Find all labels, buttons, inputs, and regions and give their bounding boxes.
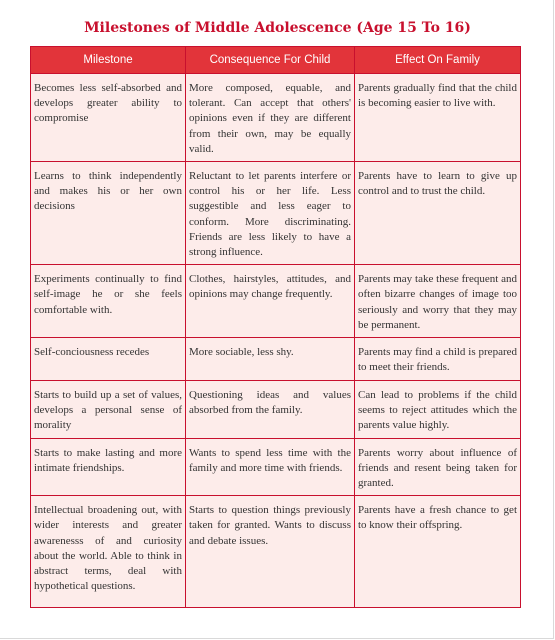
milestone-cell: Intellectual broadening out, with wider interests and greater awarenesss of and curiosity about the world. Able to think in abstract terms, deal with hypothetical questions. (31, 496, 186, 608)
header-consequence-for-child: Consequence For Child (186, 47, 355, 74)
milestone-cell: Starts to build up a set of values, develops a personal sense of morality (31, 381, 186, 439)
table-row (31, 438, 521, 496)
table-row (31, 381, 521, 439)
table-row (31, 74, 521, 162)
consequence-cell: Questioning ideas and values absorbed from the family. (186, 381, 355, 439)
table-row (31, 265, 521, 338)
milestones-table (30, 46, 521, 608)
effect-cell: Can lead to problems if the child seems to reject attitudes which the parents value highly. (355, 381, 521, 439)
effect-cell: Parents worry about influence of friends and resent being taken for granted. (355, 438, 521, 496)
effect-cell: Parents gradually find that the child is becoming easier to live with. (355, 74, 521, 162)
milestone-cell: Experiments continually to find self-image he or she feels comfortable with. (31, 265, 186, 338)
milestone-cell: Starts to make lasting and more intimate friendships. (31, 438, 186, 496)
milestone-cell: Becomes less self-absorbed and develops greater ability to compromise (31, 74, 186, 162)
table-row (31, 338, 521, 381)
table-header-row (31, 47, 521, 74)
consequence-cell: More sociable, less shy. (186, 338, 355, 381)
effect-cell: Parents may find a child is prepared to meet their friends. (355, 338, 521, 381)
effect-cell: Parents may take these frequent and often bizarre changes of image too seriously and worry that they may be permanent. (355, 265, 521, 338)
effect-cell: Parents have to learn to give up control and to trust the child. (355, 162, 521, 265)
header-effect-on-family: Effect On Family (355, 47, 521, 74)
table-row (31, 162, 521, 265)
consequence-cell: Wants to spend less time with the family and more time with friends. (186, 438, 355, 496)
consequence-cell: Starts to question things previously taken for granted. Wants to discuss and debate issues. (186, 496, 355, 608)
consequence-cell: Reluctant to let parents interfere or control his or her life. Less suggestible and less eager to conform. More discriminating. Friends are less likely to have a strong influence. (186, 162, 355, 265)
effect-cell: Parents have a fresh chance to get to know their offspring. (355, 496, 521, 608)
table-row (31, 496, 521, 608)
milestone-cell: Learns to think independently and makes his or her own decisions (31, 162, 186, 265)
page-title: Milestones of Middle Adolescence (Age 15 To 16) (84, 20, 471, 36)
header-milestone: Milestone (31, 47, 186, 74)
milestone-cell: Self-conciousness recedes (31, 338, 186, 381)
consequence-cell: More composed, equable, and tolerant. Can accept that others' opinions even if they are different from their own, may be equally valid. (186, 74, 355, 162)
consequence-cell: Clothes, hairstyles, attitudes, and opinions may change frequently. (186, 265, 355, 338)
